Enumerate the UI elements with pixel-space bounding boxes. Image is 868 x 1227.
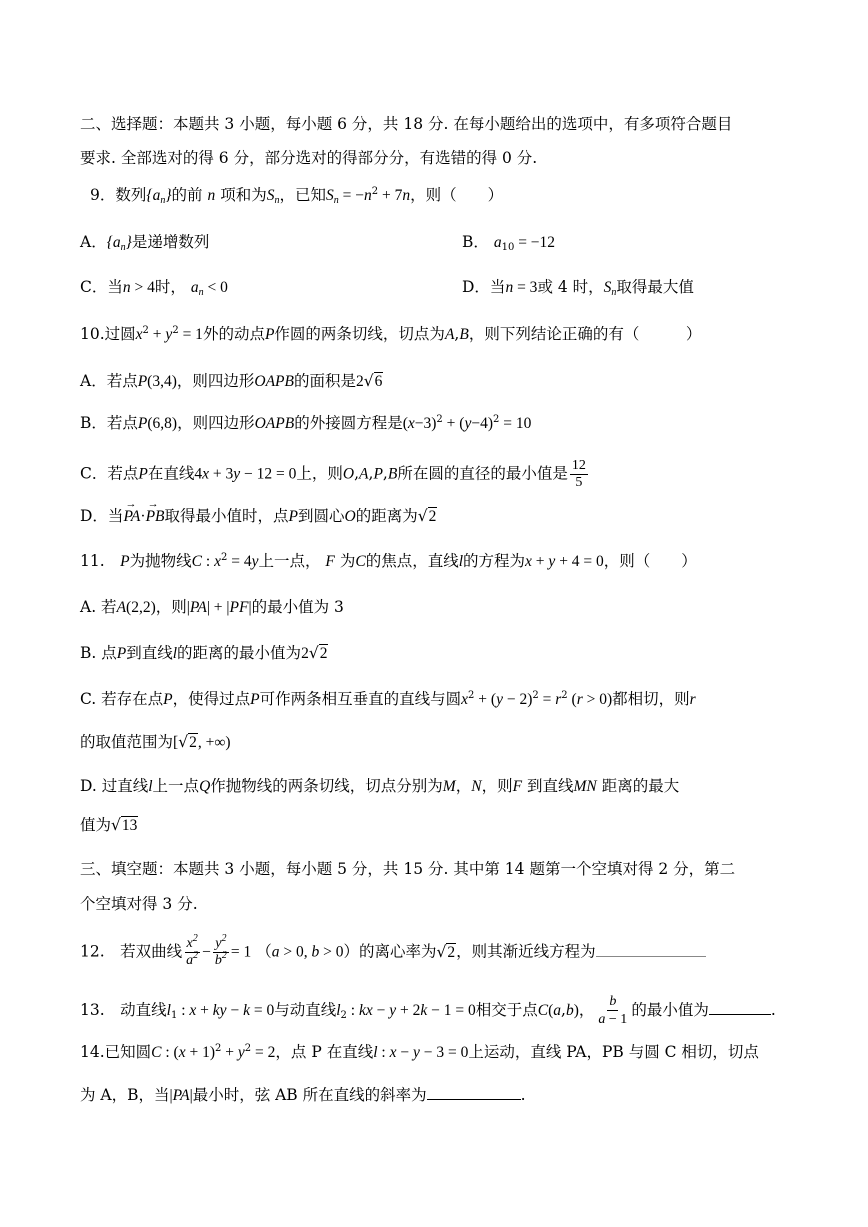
q10-option-b: B．若点P(6,8)，则四边形OAPB的外接圆方程是$(x-3)^2 + (y-4)^2 = 10$ [80,414,532,432]
question-10-stem: 10.过圆$x^2 + y^2 = 1$外的动点P作圆的两条切线，切点为A,B，则下列结论正确的有（ ） [80,325,702,343]
question-9-row-ab [80,231,792,254]
section2-heading-line2: 要求. 全部选对的得 6 分，部分选对的得部分分，有选错的得 0 分. [80,149,538,167]
section3-heading-line2: 个空填对得 3 分. [80,895,198,913]
q11-option-d-line2: 值为√13 [80,816,138,834]
q9-option-d: D．当n = 3或 4 时，$S_n$取得最大值 [462,278,694,298]
q11-option-d-line1: D. 过直线l上一点Q作抛物线的两条切线，切点分别为M，N，则F 到直线MN 距离的最大 [80,777,680,795]
q9-option-b: B． $a_{10} = -12$ [462,233,556,253]
q11-option-c-line1: C. 若存在点P，使得过点P可作两条相互垂直的直线与圆$x^2 + (y - 2)^2 = r^2$ (r > 0)都相切，则r [80,690,696,708]
q13-answer-blank[interactable] [709,1000,771,1015]
question-9-row-cd [80,276,792,299]
q9-option-c: C．当n > 4时， $a_n < 0$ [80,278,228,298]
q11-option-b: B. 点P到直线l的距离的最小值为2√2 [80,644,328,662]
q9-option-a: A．$\{a_n\}$是递增数列 [80,233,210,253]
question-14-line2: 为 A，B，当|PA|最小时，弦 AB 所在直线的斜率为 . [80,1086,526,1104]
q10-option-a: A．若点P(3,4)，则四边形OAPB的面积是2√6 [80,372,383,390]
q12-answer-blank[interactable] [596,942,706,957]
question-9-stem: 9．数列$\{a_n\}$的前 n 项和为$S_n$，已知$S_n = -n^2 + 7n$，则（ ） [90,186,504,206]
q10-option-c: C．若点P在直线4x + 3y − 12 = 0上，则O,A,P,B所在圆的直径的最小值是 $\frac{12}{5}$ [80,458,586,490]
question-14-line1: 14.已知圆C : $(x + 1)^2 + y^2 = 2$，点 P 在直线l : x − y − 3 = 0上运动，直线 PA，PB 与圆 C 相切，切点 [80,1043,759,1061]
question-13: 13. 动直线$l_1$ : x + ky − k = 0与动直线$l_2$ : kx − y + 2k − 1 = 0相交于点C(a,b)， $\frac{b}{a - 1}$ 的最小值为 . [80,994,776,1027]
q10-option-d: D．当→ PA·→ PB取得最小值时，点P到圆心O的距离为√2 [80,505,792,528]
q11-option-c-line2: 的取值范围为[√2, +∞) [80,733,231,751]
question-12: 12. 若双曲线 $\frac{x^2}{a^2}$ − $\frac{y^2}{b^2}$ = 1 （a > 0, b > 0）的离心率为√2，则其渐近线方程为 [80,936,792,969]
section2-heading-line1: 二、选择题：本题共 3 小题，每小题 6 分，共 18 分. 在每小题给出的选项中，有多项符合题目 [80,115,733,133]
q14-answer-blank[interactable] [427,1085,521,1100]
q11-option-a: A. 若A(2,2)，则|PA| + |PF|的最小值为 3 [80,598,344,616]
question-11-stem: 11. P为抛物线C : $x^2 = 4y$上一点， F 为C的焦点，直线l的方程为x + y + 4 = 0，则（ ） [80,552,697,570]
section3-heading-line1: 三、填空题：本题共 3 小题，每小题 5 分，共 15 分. 其中第 14 题第一个空填对得 2 分，第二 [80,860,736,878]
